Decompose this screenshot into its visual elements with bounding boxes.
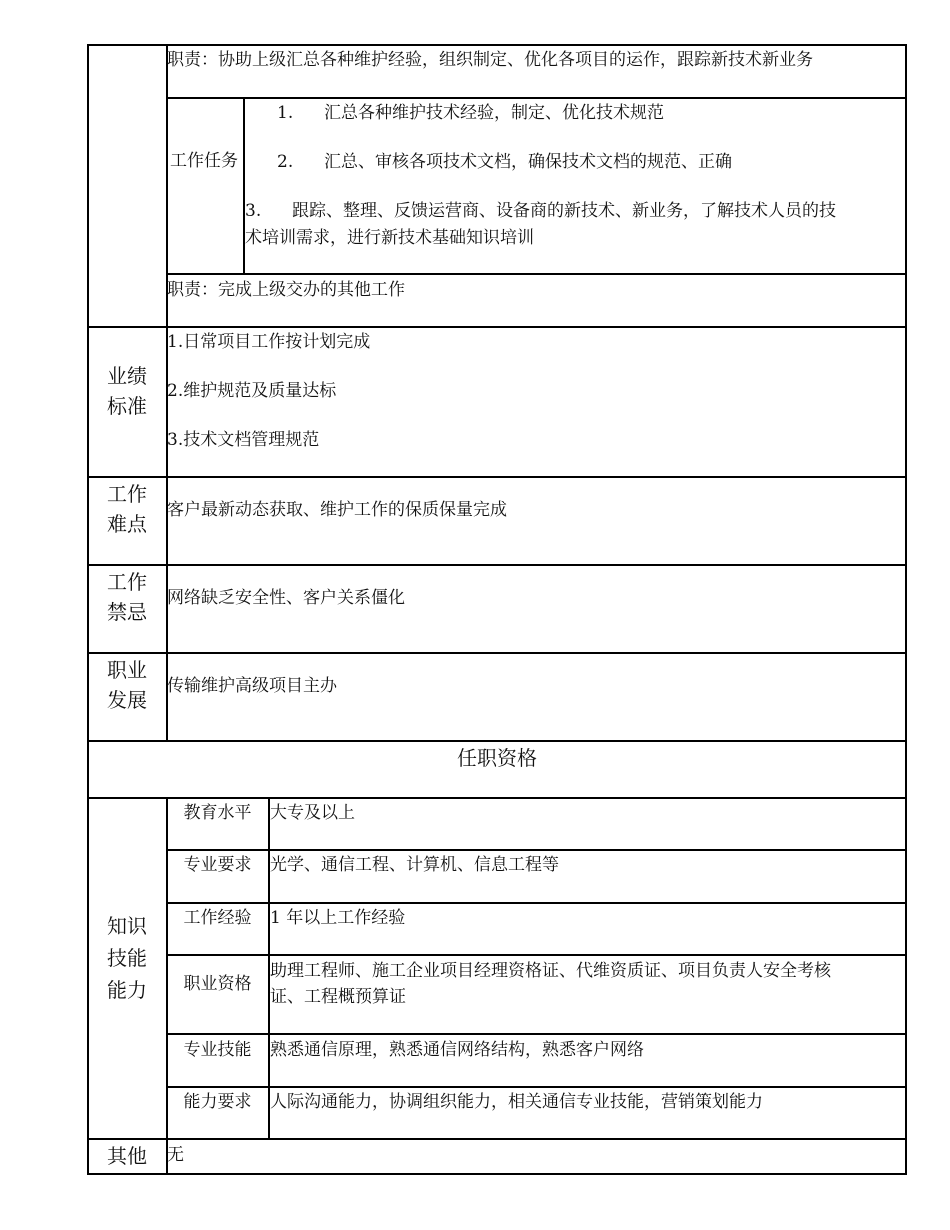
section-divider [87,1138,907,1140]
knowledge-label-line-3: 能力 [107,978,147,1002]
taboo-label-line-1: 工作 [107,570,147,594]
section-divider [87,564,907,566]
education-label: 教育水平 [183,803,252,823]
experience-value: 1 年以上工作经验 [270,908,406,928]
performance-item-1: 1.日常项目工作按计划完成 [167,332,371,352]
performance-label-line-1: 业绩 [107,364,147,388]
education-value: 大专及以上 [270,803,355,823]
task-label: 工作任务 [170,151,238,171]
ability-value: 人际沟通能力，协调组织能力，相关通信专业技能，营销策划能力 [270,1092,763,1112]
certification-value: 助理工程师、施工企业项目经理资格证、代维资质证、项目负责人安全考核 [270,961,831,981]
major-value: 光学、通信工程、计算机、信息工程等 [270,855,559,875]
task-1-text: 汇总各种维护技术经验，制定、优化技术规范 [324,103,664,123]
performance-item-3: 3.技术文档管理规范 [167,430,320,450]
career-text: 传输维护高级项目主办 [167,676,337,696]
knowledge-row-divider [166,1086,906,1088]
duty-2-text: 职责：完成上级交办的其他工作 [167,280,405,300]
performance-item-2: 2.维护规范及质量达标 [167,381,337,401]
certification-value-continued: 证、工程概预算证 [270,987,406,1007]
skills-label: 专业技能 [183,1040,252,1060]
duty-1-text: 职责：协助上级汇总各种维护经验，组织制定、优化各项目的运作，跟踪新技术新业务 [167,50,813,70]
certification-label: 职业资格 [183,974,252,994]
career-label-line-1: 职业 [107,658,147,682]
other-value: 无 [167,1145,184,1165]
task-3-number: 3. [245,201,262,221]
experience-label: 工作经验 [183,908,252,928]
other-label: 其他 [107,1144,147,1168]
row-divider [166,97,906,99]
table-border-right [905,44,907,1174]
task-3-text-continued: 术培训需求，进行新技术基础知识培训 [245,228,534,248]
difficulty-label-line-1: 工作 [107,482,147,506]
difficulty-text: 客户最新动态获取、维护工作的保质保量完成 [167,500,507,520]
performance-label-line-2: 标准 [107,394,147,418]
section-divider [87,476,907,478]
difficulty-label-line-2: 难点 [107,512,147,536]
qualification-header: 任职资格 [457,746,537,770]
section-divider [87,797,907,799]
section-divider [87,740,907,742]
taboo-label-line-2: 禁忌 [107,600,147,624]
knowledge-row-divider [166,849,906,851]
knowledge-label-line-1: 知识 [107,914,147,938]
task-1-number: 1. [277,103,294,123]
section-divider [87,326,907,328]
skills-value: 熟悉通信原理，熟悉通信网络结构，熟悉客户网络 [270,1040,644,1060]
table-border-bottom [87,1173,907,1175]
table-border-top [87,44,907,46]
taboo-text: 网络缺乏安全性、客户关系僵化 [167,588,405,608]
row-divider [166,273,906,275]
ability-label: 能力要求 [183,1092,252,1112]
task-3-text: 跟踪、整理、反馈运营商、设备商的新技术、新业务，了解技术人员的技 [292,201,836,221]
knowledge-label-line-2: 技能 [107,946,147,970]
task-2-number: 2. [277,152,294,172]
knowledge-row-divider [166,954,906,956]
section-divider [87,652,907,654]
task-2-text: 汇总、审核各项技术文档，确保技术文档的规范、正确 [324,152,732,172]
career-label-line-2: 发展 [107,688,147,712]
knowledge-row-divider [166,902,906,904]
knowledge-row-divider [166,1033,906,1035]
major-label: 专业要求 [183,855,252,875]
